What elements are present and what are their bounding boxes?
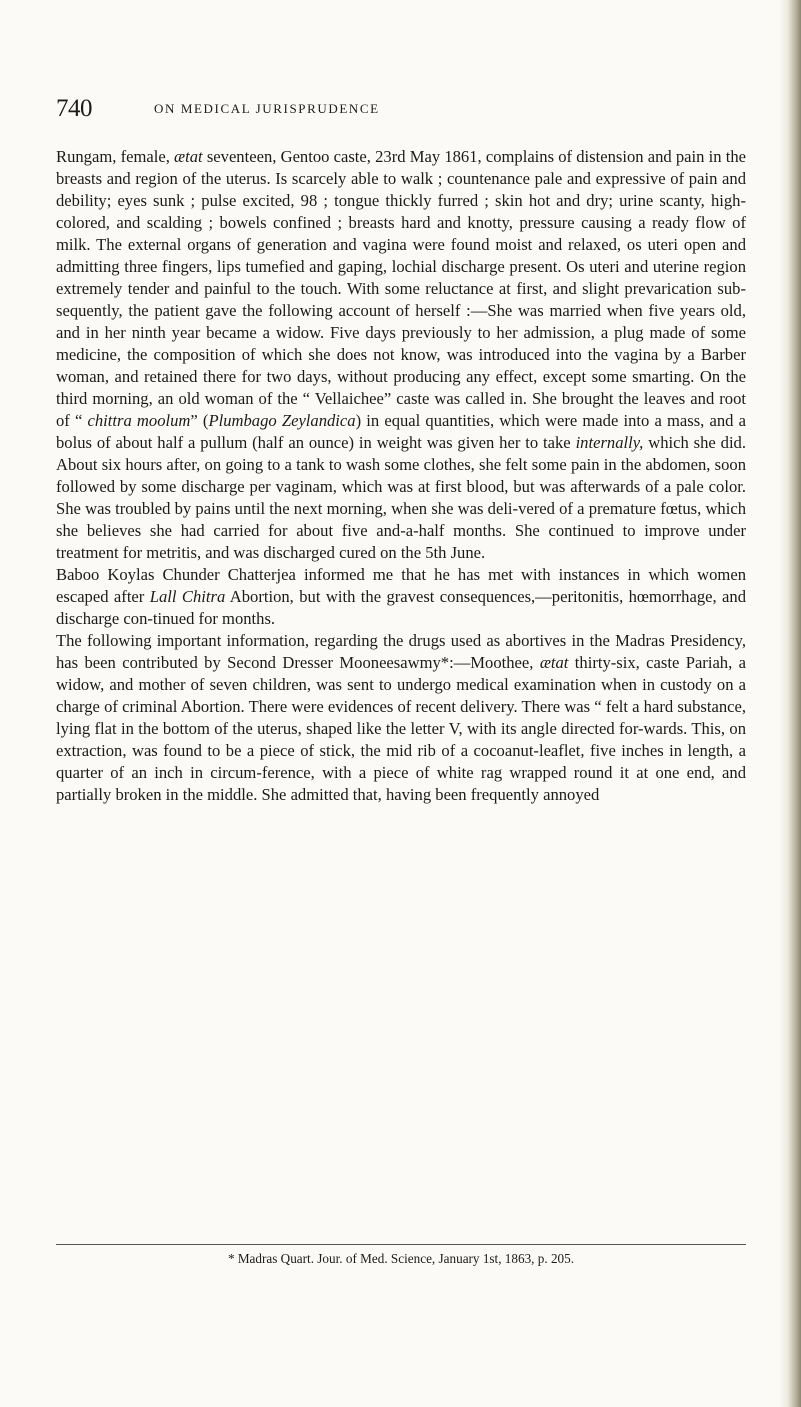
paragraph-rungam-case xyxy=(56,146,746,564)
italic-text-run: Plumbago Zeylandica xyxy=(208,411,356,430)
paragraph-mooneesawmy-report xyxy=(56,630,746,806)
footnote: * Madras Quart. Jour. of Med. Science, January 1st, 1863, p. 205. xyxy=(227,1251,575,1266)
running-head: ON MEDICAL JURISPRUDENCE xyxy=(154,101,380,116)
italic-text-run: ætat xyxy=(174,147,203,166)
text-run: Baboo Koylas Chunder Chatterjea informed me that he has met with instances in which women escaped after xyxy=(56,565,746,606)
text-run: seventeen, Gentoo caste, 23rd May 1861, complains of distension and pain in the breasts and region of the uterus. Is scarcely able to walk ; countenance pale and expressive of pain and debility; eyes sunk ; pulse excited, 98 ; tongue thickly furred ; skin hot and dry; urine scanty, high-colored, and scalding ; bowels confined ; breasts hard and knotty, pressure causing a ready flow of milk. The external organs of generation and vagina were found moist and relaxed, os uteri open and admitting three fingers, lips tumefied and gaping, lochial discharge present. Os uteri and uterine region extremely tender and painful to the touch. With some reluctance at first, and slight prevarication sub-sequently, the patient gave the following account of herself :—She was married when five years old, and in her ninth year became a widow. Five days previously to her admission, a plug made of some medicine, the composition of which she does not know, was introduced into the vagina by a Barber woman, and retained there for two days, without producing any effect, except some smarting. On the third morning, an old woman of the “ Vellaichee” caste was called in. She brought the leaves and root of “ xyxy=(56,147,746,430)
text-run: ” ( xyxy=(190,411,209,430)
page-header xyxy=(56,94,746,124)
text-run: thirty-six, caste Pariah, a widow, and mother of seven children, was sent to undergo medical examination when in custody on a charge of criminal Abortion. There were evidences of recent delivery. There was “ felt a hard substance, lying flat in the bottom of the uterus, shaped like the letter V, with its angle directed for-wards. This, on extraction, was found to be a piece of stick, the mid rib of a cocoanut-leaflet, five inches in length, a quarter of an inch in circum-ference, with a piece of white rag wrapped round it at one end, and partially broken in the middle. She admitted that, having been frequently annoyed xyxy=(56,653,746,804)
text-run: Abortion, but with the gravest consequences,—peritonitis, hœmorrhage, and discharge con-tinued for months. xyxy=(56,587,747,628)
italic-text-run: chittra moolum xyxy=(87,411,191,430)
text-run: Rungam, female, xyxy=(56,147,175,166)
page-edge-shadow xyxy=(779,0,801,1407)
italic-text-run: ætat xyxy=(539,653,569,672)
footnote-rule xyxy=(56,1244,746,1245)
text-run: ) in equal quantities, which were made into a mass, and a bolus of about half a pullum (half an ounce) in weight was given her to take xyxy=(56,411,746,452)
italic-text-run: Lall Chitra xyxy=(149,587,226,606)
paragraph-koylas-chunder xyxy=(56,564,746,630)
text-run: The following important information, regarding the drugs used as abortives in the Madras Presidency, has been contributed by Second Dresser Mooneesawmy*:—Moothee, xyxy=(56,631,746,672)
page-number: 740 xyxy=(56,95,92,122)
italic-text-run: internally, xyxy=(575,433,644,452)
body-text xyxy=(56,146,746,806)
text-run: which she did. About six hours after, on going to a tank to wash some clothes, she felt some pain in the abdomen, soon followed by some discharge per vaginam, which was at first blood, but was afterwards of a pale color. She was troubled by pains until the next morning, when she was deli-vered of a premature fœtus, which she believes she had carried for about five and-a-half months. She continued to improve under treatment for metritis, and was discharged cured on the 5th June. xyxy=(56,433,746,562)
